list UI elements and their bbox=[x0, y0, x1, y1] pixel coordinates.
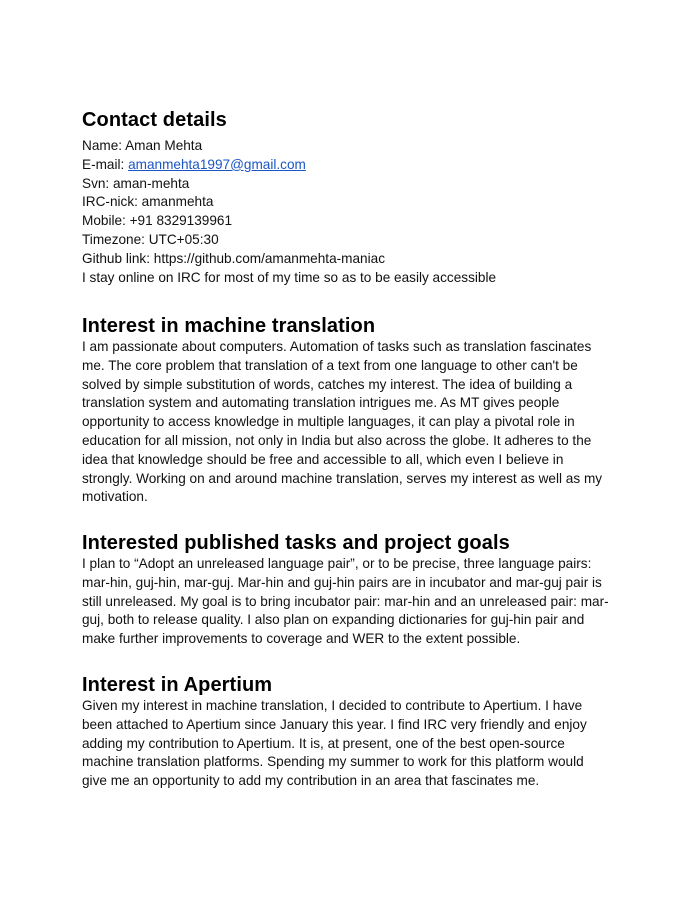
irc-value: amanmehta bbox=[141, 194, 214, 210]
apertium-body: Given my interest in machine translation, I decided to contribute to Apertium. I have been attached to Apertium since January this year. I find IRC very friendly and enjoy adding my contribution to Apertium. It is, at present, one of the best open-source machine translation platforms. Spending my summer to work for this platform would give me an opportunity to add my contribution in an area that fascinates me. bbox=[82, 698, 587, 789]
timezone-value: UTC+05:30 bbox=[148, 231, 219, 247]
project-goals-body: I plan to “Adopt an unreleased language pair”, or to be precise, three language pairs: mar-hin, guj-hin, mar-guj. Mar-hin and guj-hin pairs are in incubator and mar-guj pair is still unreleased. My goal is to bring incubator pair: mar-hin and an unreleased pair: mar-guj, both to release quality. I also plan on expanding dictionaries for guj-hin pair and make further improvements to coverage and WER to the extent possible. bbox=[82, 556, 609, 647]
email-line bbox=[82, 156, 622, 175]
apertium-section bbox=[82, 673, 622, 791]
svn-value: aman-mehta bbox=[112, 175, 190, 191]
github-line bbox=[82, 250, 622, 269]
mobile-label: Mobile: bbox=[82, 213, 130, 229]
email-link[interactable]: amanmehta1997@gmail.com bbox=[128, 156, 306, 172]
machine-translation-body: I am passionate about computers. Automation of tasks such as translation fascinates me. The core problem that translation of a text from one language to other can't be solved by simple substitution of words, catches my interest. The idea of building a translation system and automating translation intrigues me. As MT gives people opportunity to access knowledge in multiple languages, it can play a pivotal role in education for all mission, not only in India but also across the globe. It adheres to the idea that knowledge should be free and accessible to all, which even I believe in strongly. Working on and around machine translation, serves my interest as well as my motivation. bbox=[82, 339, 603, 505]
name-value: Aman Mehta bbox=[125, 138, 203, 153]
mobile-value: +91 8329139961 bbox=[129, 213, 233, 229]
availability-line: I stay online on IRC for most of my time so as to be easily accessible bbox=[82, 269, 497, 285]
apertium-heading: Interest in Apertium bbox=[82, 674, 273, 696]
timezone-line bbox=[82, 231, 622, 250]
contact-heading: Contact details bbox=[82, 109, 227, 131]
project-goals-heading: Interested published tasks and project goals bbox=[82, 532, 510, 554]
mobile-line bbox=[82, 212, 622, 231]
machine-translation-heading: Interest in machine translation bbox=[82, 315, 376, 337]
irc-line bbox=[82, 193, 622, 212]
name-label: Name: bbox=[82, 138, 126, 153]
svn-label: Svn: bbox=[82, 175, 113, 191]
github-value: https://github.com/amanmehta-maniac bbox=[153, 250, 385, 266]
contact-section bbox=[82, 108, 622, 287]
name-line bbox=[82, 137, 622, 156]
svn-line bbox=[82, 175, 622, 194]
email-label: E-mail: bbox=[82, 156, 129, 172]
machine-translation-section bbox=[82, 314, 622, 507]
irc-label: IRC-nick: bbox=[82, 194, 142, 210]
timezone-label: Timezone: bbox=[82, 231, 149, 247]
github-label: Github link: bbox=[82, 250, 154, 266]
project-goals-section bbox=[82, 531, 622, 649]
